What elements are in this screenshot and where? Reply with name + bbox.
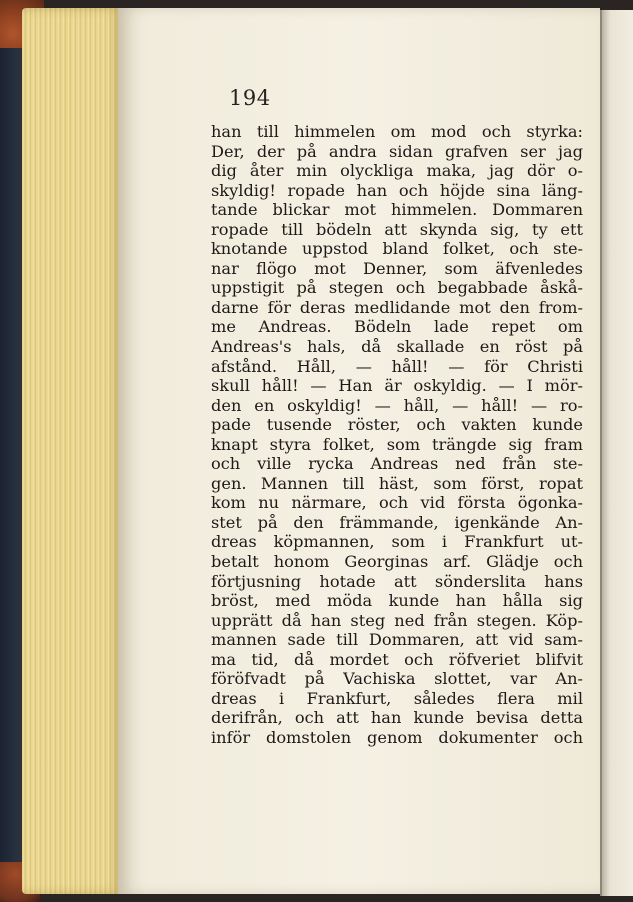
text-line: Andreas's hals, då skallade en röst på [211, 337, 583, 357]
facing-page-edge [600, 10, 633, 896]
text-line: nar flögo mot Denner, som äfvenledes [211, 258, 583, 278]
text-line: kom nu närmare, och vid första ögonka- [211, 493, 583, 513]
text-line: gen. Mannen till häst, som först, ropat [211, 473, 583, 493]
text-line: dreas köpmannen, som i Frankfurt ut- [211, 532, 583, 552]
text-line: skull håll! — Han är oskyldig. — I mör- [211, 376, 583, 396]
text-line: ropade till bödeln att skynda sig, ty ett [211, 219, 583, 239]
text-line: upprätt då han steg ned från stegen. Köp- [211, 610, 583, 630]
text-line: han till himmelen om mod och styrka: [211, 122, 583, 141]
text-line: inför domstolen genom dokumenter och [211, 727, 583, 747]
text-line: mannen sade till Dommaren, att vid sam- [211, 630, 583, 650]
text-line: afstånd. Håll, — håll! — för Christi [211, 356, 583, 376]
text-line: skyldig! ropade han och höjde sina läng- [211, 180, 583, 200]
text-line: pade tusende röster, och vakten kunde [211, 415, 583, 435]
text-line: dreas i Frankfurt, således flera mil [211, 688, 583, 708]
text-line: den en oskyldig! — håll, — håll! — ro- [211, 395, 583, 415]
text-line: darne för deras medlidande mot den from- [211, 297, 583, 317]
page-number: 194 [229, 86, 271, 110]
text-line: me Andreas. Bödeln lade repet om [211, 317, 583, 337]
body-text [211, 122, 583, 748]
text-line: derifrån, och att han kunde bevisa detta [211, 708, 583, 728]
text-line: och ville rycka Andreas ned från ste- [211, 454, 583, 474]
text-line: tande blickar mot himmelen. Dommaren [211, 200, 583, 220]
text-line: Der, der på andra sidan grafven ser jag [211, 141, 583, 161]
text-line: uppstigit på stegen och begabbade åskå- [211, 278, 583, 298]
page-edges [22, 8, 123, 894]
text-line: ma tid, då mordet och röfveriet blifvit [211, 649, 583, 669]
text-line: bröst, med möda kunde han hålla sig [211, 591, 583, 611]
text-line: förtjusning hotade att sönderslita hans [211, 571, 583, 591]
text-line: dig åter min olyckliga maka, jag dör o- [211, 161, 583, 181]
text-line: knotande uppstod bland folket, och ste- [211, 239, 583, 259]
text-line: föröfvadt på Vachiska slottet, var An- [211, 669, 583, 689]
text-line: knapt styra folket, som trängde sig fram [211, 434, 583, 454]
text-line: betalt honom Georginas arf. Glädje och [211, 552, 583, 572]
text-line: stet på den främmande, igenkände An- [211, 512, 583, 532]
